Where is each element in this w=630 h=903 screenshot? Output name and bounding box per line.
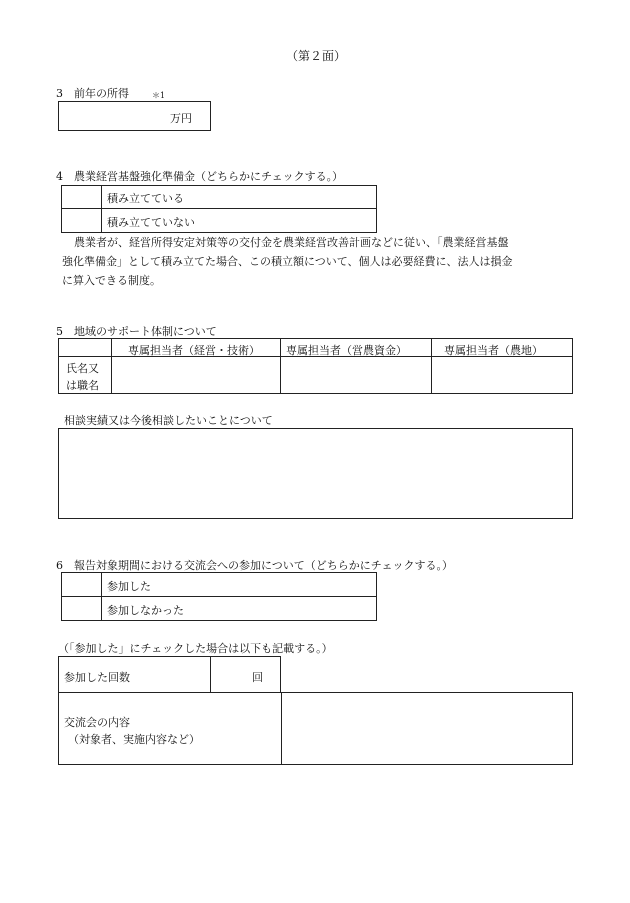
reserve-option-yes: 積み立てている	[107, 192, 184, 205]
consult-textarea[interactable]	[58, 428, 573, 519]
support-funds-name-field[interactable]	[281, 357, 431, 393]
section3-title: 3 前年の所得	[56, 87, 129, 100]
consult-title: 相談実績又は今後相談したいことについて	[64, 414, 273, 427]
desc-line: 強化準備金」として積み立てた場合、この積立額について、個人は必要経費に、法人は損金	[62, 255, 513, 268]
reserve-row-divider	[61, 208, 377, 209]
exchange-row-divider	[61, 596, 377, 597]
support-col-funds: 専属担当者（営農資金）	[286, 344, 407, 357]
reserve-col-divider	[101, 185, 102, 233]
exchange-col-divider	[101, 572, 102, 621]
count-unit: 回	[252, 671, 263, 684]
desc-line: 農業者が、経営所得安定対策等の交付金を農業経営改善計画などに従い、「農業経営基盤	[74, 236, 509, 249]
exchange-note: （「参加した」にチェックした場合は以下も記載する。）	[58, 642, 333, 655]
count-field[interactable]	[211, 657, 256, 692]
section4-title: 4 農業経営基盤強化準備金（どちらかにチェックする。）	[56, 170, 344, 183]
section5-title: 5 地域のサポート体制について	[56, 325, 217, 338]
exchange-option-no: 参加しなかった	[107, 604, 184, 617]
content-textarea[interactable]	[282, 693, 572, 764]
reserve-option-no: 積み立てていない	[107, 216, 195, 229]
support-row-label: は職名	[66, 379, 99, 392]
support-land-name-field[interactable]	[432, 357, 572, 393]
exchange-check-no[interactable]	[62, 597, 101, 620]
exchange-option-yes: 参加した	[107, 580, 151, 593]
content-label: 交流会の内容	[64, 716, 130, 729]
support-row-label: 氏名又	[66, 362, 99, 375]
exchange-check-yes[interactable]	[62, 573, 101, 596]
reserve-check-yes[interactable]	[62, 186, 101, 208]
note-mark: ＊1	[152, 91, 166, 100]
desc-line: に算入できる制度。	[62, 274, 161, 287]
count-label: 参加した回数	[64, 671, 130, 684]
page-label: （第２面）	[286, 49, 347, 63]
support-col-land: 専属担当者（農地）	[444, 344, 543, 357]
support-tech-name-field[interactable]	[112, 357, 280, 393]
support-col-tech: 専属担当者（経営・技術）	[128, 344, 260, 357]
reserve-description	[62, 233, 513, 290]
content-label: （対象者、実施内容など）	[68, 733, 200, 746]
income-unit: 万円	[170, 112, 192, 125]
reserve-check-no[interactable]	[62, 209, 101, 232]
section6-title: 6 報告対象期間における交流会への参加について（どちらかにチェックする。）	[56, 559, 453, 572]
